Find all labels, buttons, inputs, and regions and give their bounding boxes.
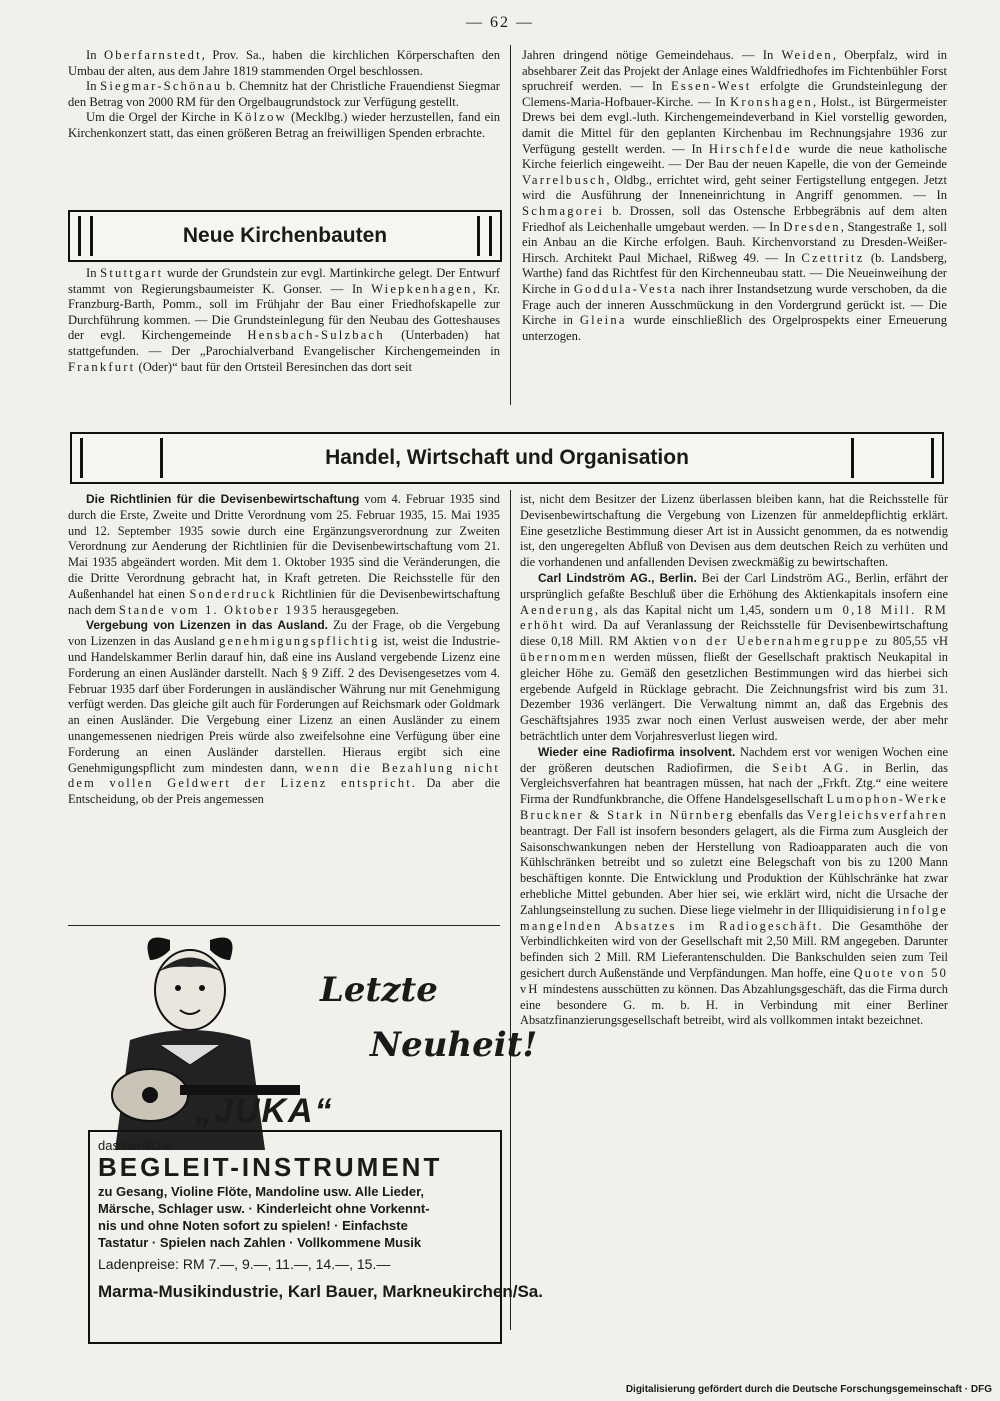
ad-brand: „JUKA“ — [195, 1092, 334, 1130]
section-banner-handel — [70, 432, 944, 484]
page-number: — 62 — — [466, 14, 534, 31]
ad-line: zu Gesang, Violine Flöte, Mandoline usw. Alle Lieder, — [98, 1184, 425, 1199]
advertisement-top-rule — [68, 925, 500, 926]
kirchenbauten-left — [68, 266, 500, 375]
paragraph: Carl Lindström AG., Berlin. Bei der Carl Lindström AG., Berlin, erfährt der ursprünglich gefaßte Beschluß über die Erhöhung des Aktienkapitals insofern eine Aenderung, als das Kapital nicht um 1,45, sondern um 0,18 Mill. RM erhöht wird. Da auf Veranlassung der Reichsstelle für Devisenbewirtschaftung diese 0,18 Mill. RM Aktien von der Uebernahmegruppe zu 805,55 vH übernommen werden müssen, fließt der Gesellschaft praktisch Neukapital in gleicher Höhe zu. Gemäß den gesetzlichen Bestimmungen wird das hierbei sich ergebende Aufgeld in Rücklage gebracht. Die Zeichnungsfrist wird bis zum 31. Dezember 1936 verlängert. Die Verwaltung nimmt an, daß das Ergebnis des Geschäftsjahres 1935 zwar noch einen Verlust ausweisen werde, der aber mehr beträchtlich unter dem Vorjahresverlust liegen wird. — [520, 570, 949, 743]
column-divider — [510, 490, 511, 1330]
section-title: Neue Kirchenbauten — [182, 224, 388, 247]
ad-line: das herrliche — [98, 1138, 173, 1153]
column-divider — [510, 45, 511, 405]
ad-line: nis und ohne Noten sofort zu spielen! · Einfachste — [98, 1218, 408, 1233]
paragraph: ist, nicht dem Besitzer der Lizenz überlassen bleiben kann, hat die Reichsstelle für Devisenbewirtschaftung die Vergebung von Lizenzen für anmeldepflichtig erklärt. Eine gesetzliche Bestimmung dieser Art ist in Aussicht genommen, da es notwendig ist, den ungeregelten Abfluß von Devisen aus dem deutschen Reich zu verhüten und die vorhandenen und anfallenden Devisen zweckmäßig zu bewirtschaften. — [520, 492, 948, 570]
ad-line: Märsche, Schlager usw. · Kinderleicht ohne Vorkennt- — [98, 1201, 430, 1216]
paragraph: In Oberfarnstedt, Prov. Sa., haben die kirchlichen Körperschaften den Umbau der alten, aus dem Jahre 1819 stammenden Orgel beschlossen. — [68, 48, 501, 78]
paragraph: Wieder eine Radiofirma insolvent. Nachdem erst vor wenigen Wochen eine der größeren deutschen Radiofirmen, die Seibt AG. in Berlin, das Vergleichsverfahren hat beantragen müssen, hat nach der „Frkft. Ztg.“ eine weitere Firma der Rundfunkbranche, die Offene Handelsgesellschaft Lumophon-Werke Bruckner & Stark in Nürnberg ebenfalls das Vergleichsverfahren beantragt. Der Fall ist insofern besonders gelagert, als die Firma zum Ausgleich der Saisonschwankungen neben der Herstellung von Radioapparaten auch die von Kühlschränken betreibt und so zuletzt eine Belegschaft von bis zu 1200 Mann beschäftigen konnte. Die Entwicklung und Produktion der Kühlschränke hat zwar erhebliche Mittel gebunden. Aber hier sei, wie erklärt wird, nicht die Ursache der Zahlungseinstellung zu suchen. Diese liege vielmehr in der Illiquidisierung infolge mangelnden Absatzes im Radiogeschäft. Die Gesamthöhe der Verbindlichkeiten wird von der Gesellschaft mit 2,50 Mill. RM angegeben. Darunter befinden sich 2 Mill. RM Lieferantenschulden. Die Bankschulden seien zum Teil gesichert durch Außenstände und Verpfändungen. Man hoffe, eine Quote von 50 vH mindestens ausschütten zu können. Das Abzahlungsgeschäft, das die Firma durch eine besondere G. m. b. H. in Verbindung mit einer Berliner Absatzfinanzierungsgesellschaft betreibt, wird als vollkommen intakt bezeichnet. — [520, 744, 948, 1028]
ad-headline-1: Letzte — [320, 970, 438, 1010]
paragraph: In Siegmar-Schönau b. Chemnitz hat der Christliche Frauendienst Siegmar den Betrag von 2000 RM für den Orgelbaugrundstock zur Verfügung gestellt. — [68, 79, 501, 109]
ad-main-heading: BEGLEIT-INSTRUMENT — [98, 1152, 443, 1182]
ad-text-box — [88, 1130, 543, 1344]
orgel-notices — [68, 48, 500, 142]
footer-credit: Digitalisierung gefördert durch die Deutsche Forschungsgemeinschaft · DFG — [625, 1384, 992, 1395]
handel-left — [68, 492, 500, 808]
paragraph: In Stuttgart wurde der Grundstein zur evgl. Martinkirche gelegt. Der Entwurf stammt von Regierungsbaumeister K. Gonser. — In Wiepkenhagen, Kr. Franzburg-Barth, Pomm., soll im Frühjahr der Bau einer Friedhofskapelle zur Durchführung kommen. — Die Grundsteinlegung für den Neubau des Gotteshauses der evgl. Kirchengemeinde Hensbach-Sulzbach (Unterbaden) hat stattgefunden. — Der „Parochialverband Evangelischer Kirchengemeinden in Frankfurt (Oder)“ baut für den Ortsteil Beresinchen das dort seit — [68, 266, 501, 374]
handel-right — [520, 492, 948, 1029]
kirchenbauten-right — [522, 48, 947, 344]
ad-company: Marma-Musikindustrie, Karl Bauer, Markneukirchen/Sa. — [98, 1282, 543, 1301]
paragraph: Die Richtlinien für die Devisenbewirtschaftung vom 4. Februar 1935 sind durch die Erste, Zweite und Dritte Verordnung vom 25. Februar 1935, 15. Mai 1935 und 12. September 1935 sowie durch eine Ergänzungsverordnung zur Zweiten Verordnung zur Aenderung der Richtlinien für die Devisenbewirtschaftung vom 21. Mai 1935 abgeändert worden. Mit dem 1. Oktober 1935 sind die Veränderungen, die die Dritte Verordnung gebracht hat, in Kraft getreten. Die Reichsstelle für den Außenhandel hat einen Sonderdruck Richtlinien für die Devisenbewirtschaftung nach dem Stande vom 1. Oktober 1935 herausgegeben. — [68, 492, 501, 617]
ad-headline-2: Neuheit! — [370, 1025, 538, 1065]
ad-prices: Ladenpreise: RM 7.—, 9.—, 11.—, 14.—, 15.— — [98, 1256, 391, 1272]
paragraph: Jahren dringend nötige Gemeindehaus. — In Weiden, Oberpfalz, wird in absehbarer Zeit das Projekt der Anlage eines Waldfriedhofes im Fichtenbühler Forst spruchreif werden. — In Essen-West erfolgte die Grundsteinlegung der Clemens-Maria-Hofbauer-Kirche. — In Kronshagen, Holst., ist Bürgermeister Drews bei dem evgl.-luth. Kirchengemeindeverband in Kiel vorstellig geworden, damit die Mittel für den geplanten Kirchenbau im Rechnungsjahre 1936 zur Verfügung gestellt werden. — In Hirschfelde wurde die neue katholische Kirche feierlich eingeweiht. — Der Bau der neuen Kapelle, die von der Gemeinde Varrelbusch, Oldbg., errichtet wird, geht seiner Fertigstellung entgegen. Jetzt wird die Ausführung der Inneneinrichtung in Angriff genommen. — In Schmagorei b. Drossen, soll das Ostensche Erbbegräbnis auf dem alten Friedhof als Leichenhalle umgebaut werden. — In Dresden, Stangestraße 1, soll ein Anbau an die Kirche erfolgen. Bauh. Kirchenvorstand zu Dresden-Weißer-Hirsch. Architekt Paul Michael, Rißweg 49. — In Czettritz (b. Landsberg, Warthe) fand das Richtfest für den Kirchenneubau statt. — Die Neueinweihung der Kirche in Goddula-Vesta nach ihrer Instandsetzung wurde verschoben, da die Frage auch der inneren Ausschmückung in den Vordergrund gerückt ist. — Die Kirche in Gleina wurde einschließlich des Orgelprospekts einer Erneuerung unterzogen. — [522, 48, 948, 343]
ad-line: Tastatur · Spielen nach Zahlen · Vollkommene Musik — [98, 1235, 422, 1250]
paragraph: Vergebung von Lizenzen in das Ausland. Zu der Frage, ob die Vergebung von Lizenzen in das Ausland genehmigungspflichtig ist, weist die Industrie- und Handelskammer Berlin darauf hin, daß eine ins Ausland vergebende Lizenz eine Forderung an einen Ausländer darstellt. Nach § 9 Ziff. 2 des Devisengesetzes vom 4. Februar 1935 darf über Forderungen in ausländischer Währung nur mit Genehmigung verfügt werden. Das gleiche gilt auch für Forderungen auf Reichsmark oder Goldmark an einen Ausländer. Die Vergebung einer Lizenz an einen Ausländer zu einem unangemessenen niedrigen Preis würde also zweifelsohne eine Verfügung über eine Forderung an einen Ausländer darstellen. Hieraus ergibt sich eine Genehmigungspflicht zum mindesten dann, wenn die Bezahlung nicht dem vollen Geldwert der Lizenz entspricht. Da aber die Entscheidung, ob der Preis angemessen — [68, 618, 501, 807]
section-title: Handel, Wirtschaft und Organisation — [325, 446, 689, 469]
paragraph: Um die Orgel der Kirche in Kölzow (Mecklbg.) wieder herzustellen, fand ein Kirchenkonzert statt, das einen größeren Betrag an freiwilligen Spenden erbrachte. — [68, 110, 500, 140]
section-banner-kirchenbauten — [68, 210, 502, 262]
juka-advertisement — [70, 930, 543, 1345]
